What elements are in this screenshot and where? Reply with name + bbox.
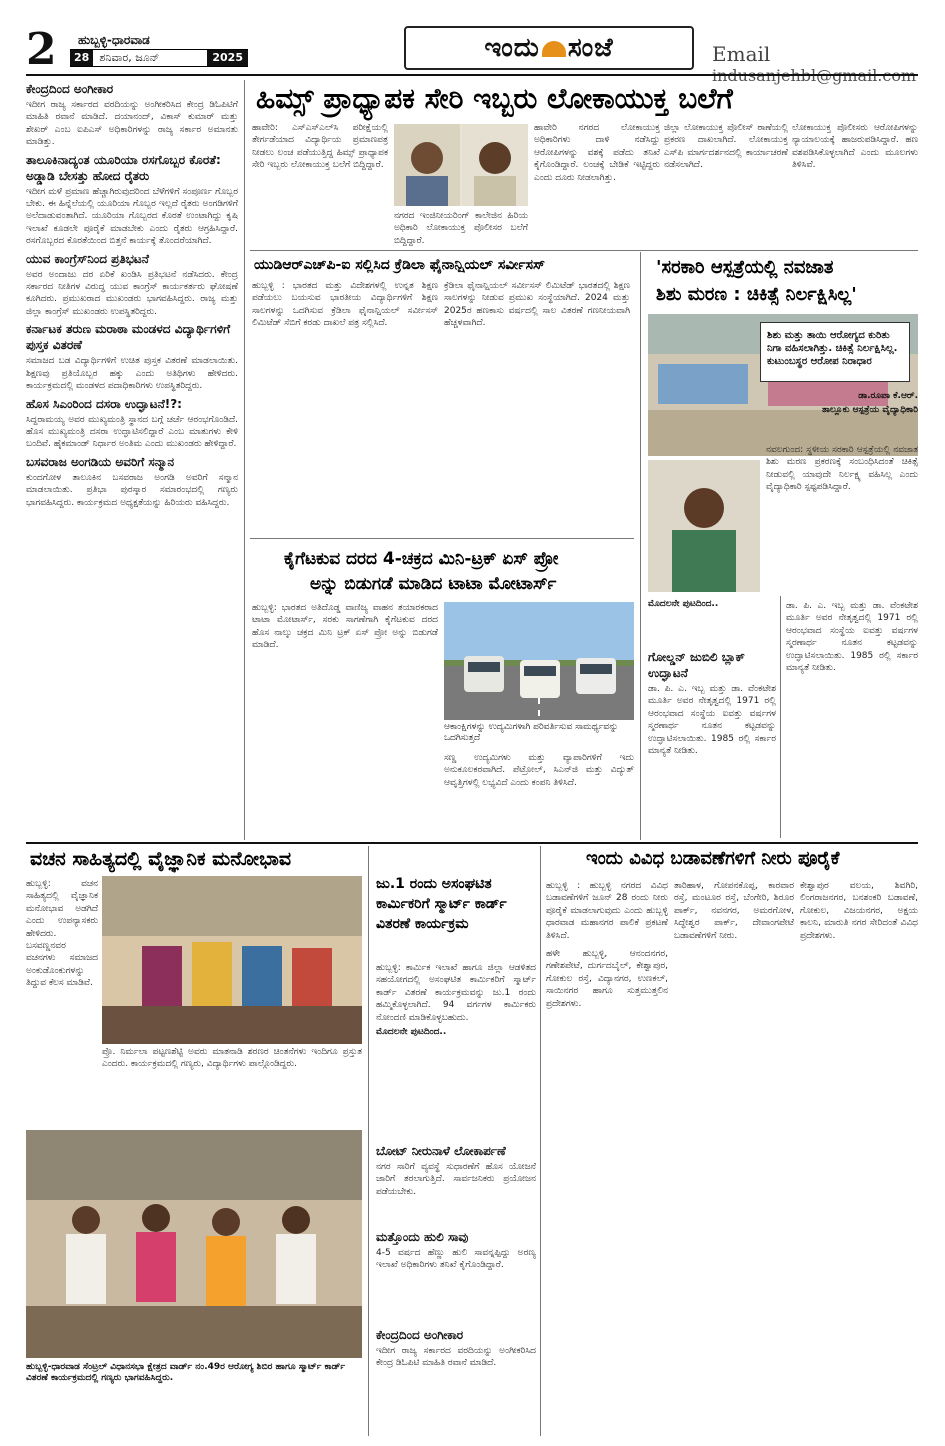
edition-city: ಹುಬ್ಬಳ್ಳಿ-ಧಾರವಾಡ (78, 33, 150, 47)
dateline (70, 49, 248, 67)
column-divider (244, 80, 245, 840)
headline-tata-2: ಅನ್ನು ಬಿಡುಗಡೆ ಮಾಡಿದ ಟಾಟಾ ಮೋಟಾರ್ಸ್ (310, 574, 557, 594)
center-story (376, 1324, 536, 1434)
water-body-1 (546, 880, 668, 1436)
section-title: ಯುವ ಕಾಂಗ್ರೆಸ್‌ನಿಂದ ಪ್ರತಿಭಟನೆ (26, 251, 149, 266)
lokayukta-body-1 (252, 122, 388, 246)
story-text: ಕೇಶ್ವಾಪುರ ವಲಯ, ಶಿವಗಿರಿ, ಲಿಂಗರಾಜನಗರ, ಬನಶಂಕರಿ ಬಡಾವಣೆ, ಗೋಕುಲ, ವಿಜಯನಗರ, ಅಕ್ಷಯ ಕಾಲನಿ, ಮಾರುತಿ ನಗರ ಸೇರಿದಂತೆ ವಿವಿಧ ಪ್ರದೇಶಗಳು. (800, 881, 918, 941)
water-body-2 (674, 880, 794, 1436)
headline-smartcard: ಜು.1 ರಂದು ಅಸಂಘಟಿತ ಕಾರ್ಮಿಕರಿಗೆ ಸ್ಮಾರ್ಟ್ ಕಾರ್ಡ್ ವಿತರಣೆ ಕಾರ್ಯಕ್ರಮ (376, 876, 507, 932)
lokayukta-body-4 (792, 122, 918, 246)
story-text: ಹಳೇ ಹುಬ್ಬಳ್ಳಿ, ಆನಂದನಗರ, ಗಣೇಶಪೇಟೆ, ದುರ್ಗದಬೈಲ್, ಕೇಶ್ವಾಪುರ, ಗೋಕುಲ ರಸ್ತೆ, ವಿದ್ಯಾನಗರ, ಉಣಕಲ್, ಸಾಯಿನಗರ ಹಾಗೂ ಸುತ್ತಮುತ್ತಲಿನ ಪ್ರದೇಶಗಳು. (546, 949, 668, 1009)
headline-tata-1: ಕೈಗೆಟಕುವ ದರದ 4-ಚಕ್ರದ ಮಿನಿ-ಟ್ರಕ್ ಏಸ್ ಪ್ರೋ (284, 549, 559, 569)
headline-credila: ಯುಡಿಆರ್‌ಎಚ್‌ಪಿ-ಐ ಸಲ್ಲಿಸಿದ ಕ್ರೆಡಿಲಾ ಫೈನಾನ್ಷಿಯಲ್ ಸರ್ವೀಸಸ್ (254, 257, 545, 273)
headline-vachana: ವಚನ ಸಾಹಿತ್ಯದಲ್ಲಿ ವೈಜ್ಞಾನಿಕ ಮನೋಭಾವ (30, 848, 292, 870)
story-text: ಸಣ್ಣ ಉದ್ಯಮಿಗಳು ಮತ್ತು ವ್ಯಾಪಾರಿಗಳಿಗೆ ಇದು ಅನುಕೂಲಕರವಾಗಿದೆ. ಪೆಟ್ರೋಲ್, ಸಿಎನ್‌ಜಿ ಮತ್ತು ವಿದ್ಯುತ್ ಆವೃತ್ತಿಗಳಲ್ಲಿ ಲಭ್ಯವಿದೆ ಎಂದು ಕಂಪನಿ ತಿಳಿಸಿದೆ. (444, 753, 634, 788)
page-number: 2 (26, 24, 57, 75)
doctor-quote-box: ಶಿಶು ಮತ್ತು ತಾಯಿ ಆರೋಗ್ಯದ ಕುರಿತು ನಿಗಾ ವಹಿಸಲಾಗಿತ್ತು. ಚಿಕಿತ್ಸೆ ನಿರ್ಲಕ್ಷಿಸಿಲ್ಲ. ಕುಟುಂಬಸ್ಥರ ಆರೋಪ ನಿರಾಧಾರ (760, 322, 910, 382)
continued-label: ಮೊದಲನೇ ಪುಟದಿಂದ.. (376, 1027, 447, 1038)
logo-text-left: ಇಂದು (484, 33, 540, 63)
golden-jubilee-story (648, 646, 776, 838)
tiger-story (376, 1226, 536, 1300)
tiger-title: ಮತ್ತೊಂದು ಹುಲಿ ಸಾವು (376, 1230, 469, 1244)
smartcard-body (376, 962, 536, 1098)
vachana-body-1 (26, 878, 98, 1126)
section-title: ಕರ್ನಾಟಕ ತರುಣ ಮರಾಠಾ ಮಂಡಳದ ವಿದ್ಯಾರ್ಥಿಗಳಿಗೆ ಪುಸ್ತಕ ವಿತರಣೆ (26, 322, 231, 353)
patient-photo (648, 460, 760, 592)
left-news-column (26, 78, 238, 838)
tata-body-2 (444, 752, 634, 838)
sun-icon (542, 41, 566, 57)
hospital-body-right (766, 444, 918, 594)
section-body: ಇದೀಗ ರಾಜ್ಯ ಸರ್ಕಾರದ ವರದಿಯನ್ನು ಅಂಗೀಕರಿಸಿದ ಕೇಂದ್ರ ಡಿಓಪಿಟಿಗೆ ಮಾಹಿತಿ ರವಾನೆ ಮಾಡಿದೆ. ದಯಾನಂದ್, ವಿಕಾಸ್ ಕುಮಾರ್ ಮತ್ತು ಶೇಖರ್ ಎಂಬ ಐಪಿಎಸ್ ಅಧಿಕಾರಿಗಳನ್ನು ರಾಜ್ಯ ಸರ್ಕಾರ ಅಮಾನತು ಮಾಡಿತ್ತು. (26, 100, 238, 148)
story-text: ಹಾವೇರಿ: ಎಸ್‌ಎಸ್‌ಎಲ್‌ಸಿ ಪರೀಕ್ಷೆಯಲ್ಲಿ ತೇರ್ಗಡೆಯಾದ ವಿದ್ಯಾರ್ಥಿಯ ಪ್ರಮಾಣಪತ್ರ ನೀಡಲು ಲಂಚ ಪಡೆಯುತ್ತಿದ್ದ ಹಿಮ್ಸ್ ಪ್ರಾಧ್ಯಾಪಕ ಸೇರಿ ಇಬ್ಬರು ಲೋಕಾಯುಕ್ತ ಬಲೆಗೆ ಬಿದ್ದಿದ್ದಾರೆ. (252, 123, 388, 171)
section-body: ಕುಂದಗೋಳ ತಾಲೂಕಿನ ಬಸವರಾಜ ಅಂಗಡಿ ಅವರಿಗೆ ಸನ್ಮಾನ ಮಾಡಲಾಯಿತು. ಪ್ರತಿಭಾ ಪುರಸ್ಕಾರ ಸಮಾರಂಭದಲ್ಲಿ ಗಣ್ಯರು ಭಾಗವಹಿಸಿದ್ದರು. ಕಾರ್ಯಕ್ರಮದ ಅಧ್ಯಕ್ಷತೆಯನ್ನು ಹಿರಿಯರು ವಹಿಸಿದ್ದರು. (26, 472, 238, 508)
headline-water: ಇಂದು ವಿವಿಧ ಬಡಾವಣೆಗಳಿಗೆ ನೀರು ಪೂರೈಕೆ (586, 848, 840, 869)
photo-caption: ಆಕಾಂಕ್ಷಿಗಳನ್ನು ಉದ್ಯಮಿಗಳಾಗಿ ಪರಿವರ್ತಿಸುವ ಸಾಮರ್ಥ್ಯವನ್ನು ಒದಗಿಸುತ್ತದೆ (444, 722, 619, 743)
newspaper-logo (404, 26, 694, 70)
column-divider (780, 596, 781, 838)
photo-caption: ಹುಬ್ಬಳ್ಳಿ-ಧಾರವಾಡ ಸೆಂಟ್ರಲ್ ವಿಧಾನಸಭಾ ಕ್ಷೇತ್ರದ ವಾರ್ಡ್ ನಂ.49ರ ಆರೋಗ್ಯ ಶಿಬಿರ ಹಾಗೂ ಸ್ಮಾರ್ಟ್ ಕಾರ್ಡ್ ವಿತರಣೆ ಕಾರ್ಯಕ್ರಮದಲ್ಲಿ ಗಣ್ಯರು ಭಾಗವಹಿಸಿದ್ದರು. (26, 1362, 346, 1383)
story-text: ಜಿಲ್ಲಾ ಲೋಕಾಯುಕ್ತ ಪೊಲೀಸ್ ಠಾಣೆಯಲ್ಲಿ ಪ್ರಕರಣ ದಾಖಲಾಗಿದೆ. ಲೋಕಾಯುಕ್ತ ಎಸ್‌ಪಿ ಮಾರ್ಗದರ್ಶನದಲ್ಲಿ ಕಾರ್ಯಾಚರಣೆ ನಡೆಸಲಾಗಿದೆ. (664, 123, 788, 171)
smartcard-headline-box (376, 874, 534, 958)
logo-text-right: ಸಂಜೆ (567, 33, 614, 63)
headline-lokayukta: ಹಿಮ್ಸ್ ಪ್ರಾಧ್ಯಾಪಕ ಸೇರಿ ಇಬ್ಬರು ಲೋಕಾಯುಕ್ತ ಬಲೆಗೆ (256, 82, 733, 115)
smartcard-event-photo (26, 1130, 362, 1358)
story-text: ಹುಬ್ಬಳ್ಳಿ : ಭಾರತದ ಮತ್ತು ವಿದೇಶಗಳಲ್ಲಿ ಉನ್ನತ ಶಿಕ್ಷಣ ಪಡೆಯಲು ಬಯಸುವ ಭಾರತೀಯ ವಿದ್ಯಾರ್ಥಿಗಳಿಗೆ ಶಿಕ್ಷಣ ಸಾಲಗಳನ್ನು ಒದಗಿಸುವ ಕ್ರೆಡಿಲಾ ಫೈನಾನ್ಷಿಯಲ್ ಸರ್ವೀಸಸ್ ಲಿಮಿಟೆಡ್ ಸೆಬಿಗೆ ಕರಡು ದಾಖಲೆ ಪತ್ರ ಸಲ್ಲಿಸಿದೆ. (252, 281, 438, 329)
lokayukta-body-2 (534, 122, 660, 246)
story-text: ಪ್ರೊ. ನಿರ್ಮಲಾ ಪಟ್ಟಣಶೆಟ್ಟಿ ಅವರು ಮಾತನಾಡಿ ಶರಣರ ಚಿಂತನೆಗಳು ಇಂದಿಗೂ ಪ್ರಸ್ತುತ ಎಂದರು. ಕಾರ್ಯಕ್ರಮದಲ್ಲಿ ಗಣ್ಯರು, ವಿದ್ಯಾರ್ಥಿಗಳು ಪಾಲ್ಗೊಂಡಿದ್ದರು. (102, 1047, 362, 1070)
vachana-event-photo (102, 876, 362, 1044)
patient-image (648, 460, 760, 592)
boat-story (376, 1140, 536, 1220)
column-divider (368, 846, 369, 1436)
story-text: ಡಾ. ಪಿ. ಎ. ಇಬ್ಬ ಮತ್ತು ಡಾ. ವೆಂಕಟೇಶ ಮೂರ್ತಿ ಅವರ ನೇತೃತ್ವದಲ್ಲಿ 1971 ರಲ್ಲಿ ಆರಂಭವಾದ ಸಂಸ್ಥೆಯ ಐವತ್ತು ವರ್ಷಗಳ ಸ್ಮರಣಾರ್ಥ ನೂತನ ಕಟ್ಟಡವನ್ನು ಉದ್ಘಾಟಿಸಲಾಯಿತು. 1985 ರಲ್ಲಿ ಸರ್ಕಾರ ಮಾನ್ಯತೆ ನೀಡಿತು. (648, 684, 776, 757)
email-label: Email (712, 42, 771, 66)
hospital-body-extra (786, 600, 918, 838)
story-text: ನವಲಗುಂದ: ಸ್ಥಳೀಯ ಸರಕಾರಿ ಆಸ್ಪತ್ರೆಯಲ್ಲಿ ನವಜಾತ ಶಿಶು ಮರಣ ಪ್ರಕರಣಕ್ಕೆ ಸಂಬಂಧಿಸಿದಂತೆ ಚಿಕಿತ್ಸೆ ನೀಡುವಲ್ಲಿ ಯಾವುದೇ ನಿರ್ಲಕ್ಷ್ಯ ವಹಿಸಿಲ್ಲ ಎಂದು ವೈದ್ಯಾಧಿಕಾರಿ ಸ್ಪಷ್ಟಪಡಿಸಿದ್ದಾರೆ. (766, 445, 918, 493)
golden-jubilee-title: ಗೋಲ್ಡನ್ ಜುಬಿಲಿ ಬ್ಲಾಕ್ ಉದ್ಘಾಟನೆ (648, 650, 745, 680)
date-year: 2025 (207, 50, 248, 66)
column-divider (540, 846, 541, 1436)
truck-image (444, 602, 634, 720)
boat-title: ಬೋಟ್ ನೀರುನಾಳೆ ಲೋಕಾರ್ಪಣೆ (376, 1144, 506, 1158)
story-text: 4-5 ವರ್ಷದ ಹೆಣ್ಣು ಹುಲಿ ಸಾವನ್ನಪ್ಪಿದ್ದು ಅರಣ್ಯ ಇಲಾಖೆ ಅಧಿಕಾರಿಗಳು ತನಿಖೆ ಕೈಗೊಂಡಿದ್ದಾರೆ. (376, 1248, 536, 1271)
tata-truck-photo (444, 602, 634, 720)
crowd-image (26, 1130, 362, 1358)
headline-hospital-2: ಶಿಶು ಮರಣ : ಚಿಕಿತ್ಸೆ ನಿರ್ಲಕ್ಷಿಸಿಲ್ಲ' (656, 284, 857, 305)
story-text: ತಾರಿಹಾಳ, ಗೋಪನಕೊಪ್ಪ, ಕಾರವಾರ ರಸ್ತೆ, ಮಂಟೂರ ರಸ್ತೆ, ಬೆಂಗೇರಿ, ಶಿರೂರ ಪಾರ್ಕ್, ನವನಗರ, ಅಮರಗೋಳ, ಸಿದ್ಧೇಶ್ವರ ಪಾರ್ಕ್, ದೇವಾಂಗಪೇಟೆ ಬಡಾವಣೆಗಳಿಗೆ ನೀರು. (674, 881, 794, 941)
section-body: ಇದೀಗ ಮಳೆ ಪ್ರಮಾಣ ಹೆಚ್ಚಾಗಿರುವುದರಿಂದ ಬೆಳೆಗಳಿಗೆ ಸಂಪೂರ್ಣ ಗೊಬ್ಬರ ಬೇಕು. ಈ ಹಿನ್ನೆಲೆಯಲ್ಲಿ ಯೂರಿಯಾ ಗೊಬ್ಬರ ಇಲ್ಲದೆ ರೈತರು ಅಂಗಡಿಗಳಿಗೆ ಅಲೆದಾಡುವಂತಾಗಿದೆ. ಯೂರಿಯಾ ಗೊಬ್ಬರದ ಕೊರತೆ ಉಂಟಾಗಿದ್ದು ಕೃಷಿ ಇಲಾಖೆ ಕೂಡಲೇ ಪೂರೈಕೆ ಮಾಡಬೇಕು ಎಂದು ರೈತರು ಆಗ್ರಹಿಸಿದ್ದಾರೆ. ರಸಗೊಬ್ಬರದ ಕೊರತೆಯಿಂದ ಬಿತ್ತನೆ ಕಾರ್ಯಕ್ಕೆ ತೊಂದರೆಯಾಗಿದೆ. (26, 186, 238, 247)
section-body: ಸಮಾಜದ ಬಡ ವಿದ್ಯಾರ್ಥಿಗಳಿಗೆ ಉಚಿತ ಪುಸ್ತಕ ವಿತರಣೆ ಮಾಡಲಾಯಿತು. ಶಿಕ್ಷಣವು ಪ್ರತಿಯೊಬ್ಬರ ಹಕ್ಕು ಎಂದು ಅತಿಥಿಗಳು ಹೇಳಿದರು. ಕಾರ್ಯಕ್ರಮದಲ್ಲಿ ಮಂಡಳದ ಪದಾಧಿಕಾರಿಗಳು ಉಪಸ್ಥಿತರಿದ್ದರು. (26, 356, 238, 392)
story-text: ಹುಬ್ಬಳ್ಳಿ: ಕಾರ್ಮಿಕ ಇಲಾಖೆ ಹಾಗೂ ಜಿಲ್ಲಾ ಆಡಳಿತದ ಸಹಯೋಗದಲ್ಲಿ ಅಸಂಘಟಿತ ಕಾರ್ಮಿಕರಿಗೆ ಸ್ಮಾರ್ಟ್ ಕಾರ್ಡ್ ವಿತರಣೆ ಕಾರ್ಯಕ್ರಮವನ್ನು ಜು.1 ರಂದು ಹಮ್ಮಿಕೊಳ್ಳಲಾಗಿದೆ. 94 ವರ್ಗಗಳ ಕಾರ್ಮಿಕರು ನೋಂದಣಿ ಮಾಡಿಕೊಳ್ಳಬಹುದು. (376, 963, 536, 1023)
story-text: ಹುಬ್ಬಳ್ಳಿ: ವಚನ ಸಾಹಿತ್ಯದಲ್ಲಿ ವೈಜ್ಞಾನಿಕ ಮನೋಭಾವ ಅಡಗಿದೆ ಎಂದು ಉಪನ್ಯಾಸಕರು ಹೇಳಿದರು. ಬಸವಣ್ಣನವರ ವಚನಗಳು ಸಮಾಜದ ಅಂಕುಡೊಂಕುಗಳನ್ನು ತಿದ್ದುವ ಕೆಲಸ ಮಾಡಿವೆ. (26, 879, 98, 989)
lokayukta-caption (394, 210, 528, 246)
tata-body-1 (252, 602, 438, 838)
center-title: ಕೇಂದ್ರದಿಂದ ಅಂಗೀಕಾರ (376, 1328, 464, 1342)
credila-body-1 (252, 280, 438, 520)
column-divider (640, 252, 641, 840)
story-text: ಲೋಕಾಯುಕ್ತ ಪೊಲೀಸರು ಆರೋಪಿಗಳನ್ನು ನ್ಯಾಯಾಲಯಕ್ಕೆ ಹಾಜರುಪಡಿಸಿದ್ದಾರೆ. ಹಣ ವಶಪಡಿಸಿಕೊಳ್ಳಲಾಗಿದೆ ಎಂದು ಮೂಲಗಳು ತಿಳಿಸಿವೆ. (792, 123, 918, 171)
section-title: ಹೊಸ ಸಿಎಂರಿಂದ ದಸರಾ ಉದ್ಘಾಟನೆ!?: (26, 396, 182, 411)
portrait-photos (394, 124, 528, 206)
event-image (102, 876, 362, 1044)
email-address: indusanjehbl@gmail.com (712, 66, 917, 85)
section-divider (250, 250, 918, 251)
date-day: 28 (70, 50, 93, 66)
section-body: ಅವರ ಅಂದಾಜು ದರ ಏರಿಕೆ ಖಂಡಿಸಿ ಪ್ರತಿಭಟನೆ ನಡೆಸಿದರು. ಕೇಂದ್ರ ಸರ್ಕಾರದ ನೀತಿಗಳ ವಿರುದ್ಧ ಯುವ ಕಾಂಗ್ರೆಸ್ ಕಾರ್ಯಕರ್ತರು ಘೋಷಣೆ ಕೂಗಿದರು. ಪ್ರಮುಖರಾದ ಮುಖಂಡರು ಭಾಗವಹಿಸಿದ್ದರು. ರಾಜ್ಯ ಮತ್ತು ಜಿಲ್ಲಾ ಕಾಂಗ್ರೆಸ್ ಮುಖಂಡರು ಉಪಸ್ಥಿತರಿದ್ದರು. (26, 269, 238, 317)
continued-label: ಮೊದಲನೇ ಪುಟದಿಂದ.. (648, 599, 719, 609)
story-text: ನಗರ ಸಾರಿಗೆ ವ್ಯವಸ್ಥೆ ಸುಧಾರಣೆಗೆ ಹೊಸ ಯೋಜನೆ ಜಾರಿಗೆ ತರಲಾಗುತ್ತಿದೆ. ಸಾರ್ವಜನಿಕರು ಪ್ರಯೋಜನ ಪಡೆಯಬೇಕು. (376, 1162, 536, 1197)
smartcard-photo-caption (26, 1362, 362, 1434)
vachana-body-2 (102, 1046, 362, 1126)
lokayukta-photo (394, 124, 528, 206)
story-text: ಹುಬ್ಬಳ್ಳಿ : ಹುಬ್ಬಳ್ಳಿ ನಗರದ ವಿವಿಧ ಬಡಾವಣೆಗಳಿಗೆ ಜೂನ್ 28 ರಂದು ನೀರು ಪೂರೈಕೆ ಮಾಡಲಾಗುವುದು ಎಂದು ಹುಬ್ಬಳ್ಳಿ ಧಾರವಾಡ ಮಹಾನಗರ ಪಾಲಿಕೆ ಪ್ರಕಟಣೆ ತಿಳಿಸಿದೆ. (546, 881, 668, 941)
story-text: ಕ್ರೆಡಿಲಾ ಫೈನಾನ್ಷಿಯಲ್ ಸರ್ವೀಸಸ್ ಲಿಮಿಟೆಡ್ ಭಾರತದಲ್ಲಿ ಶಿಕ್ಷಣ ಸಾಲಗಳನ್ನು ನೀಡುವ ಪ್ರಮುಖ ಸಂಸ್ಥೆಯಾಗಿದೆ. 2024 ಮತ್ತು 2025ರ ಹಣಕಾಸು ವರ್ಷದಲ್ಲಿ ಸಾಲ ವಿತರಣೆ ಗಣನೀಯವಾಗಿ ಹೆಚ್ಚಳವಾಗಿದೆ. (444, 281, 630, 329)
story-text: ಹುಬ್ಬಳ್ಳಿ: ಭಾರತದ ಅತಿದೊಡ್ಡ ವಾಣಿಜ್ಯ ವಾಹನ ತಯಾರಕರಾದ ಟಾಟಾ ಮೋಟಾರ್ಸ್, ಸರಕು ಸಾಗಣೆಗಾಗಿ ಕೈಗೆಟಕುವ ದರದ ಹೊಸ ನಾಲ್ಕು ಚಕ್ರದ ಮಿನಿ ಟ್ರಕ್ ಏಸ್ ಪ್ರೋ ಅನ್ನು ಬಿಡುಗಡೆ ಮಾಡಿದೆ. (252, 603, 438, 651)
masthead (0, 0, 945, 85)
tata-photo-caption (444, 722, 634, 750)
email-contact (712, 42, 945, 85)
water-body-3 (800, 880, 918, 1436)
section-title: ಬಸವರಾಜ ಅಂಗಡಿಯ ಅವರಿಗೆ ಸನ್ಮಾನ (26, 454, 175, 469)
section-title: ಕೇಂದ್ರದಿಂದ ಅಂಗೀಕಾರ (26, 82, 114, 96)
section-title: ತಾಲೂಕಿನಾದ್ಯಂತ ಯೂರಿಯಾ ರಸಗೊಬ್ಬರ ಕೊರತೆ: ಅಡ್ಡಾಡಿ ಬೇಸತ್ತು ಹೋದ ರೈತರು (26, 152, 221, 183)
section-rule (26, 842, 918, 844)
headline-hospital-1: 'ಸರಕಾರಿ ಆಸ್ಪತ್ರೆಯಲ್ಲಿ ನವಜಾತ (656, 257, 834, 278)
doctor-name: ಡಾ.ರೂಪಾ ಕೆ.ಆರ್. (858, 391, 918, 401)
date-weekday-month: ಶನಿವಾರ, ಜೂನ್ (99, 51, 160, 64)
credila-body-2 (444, 280, 630, 520)
lokayukta-body-3 (664, 122, 788, 246)
story-text: ಡಾ. ಪಿ. ಎ. ಇಬ್ಬ ಮತ್ತು ಡಾ. ವೆಂಕಟೇಶ ಮೂರ್ತಿ ಅವರ ನೇತೃತ್ವದಲ್ಲಿ 1971 ರಲ್ಲಿ ಆರಂಭವಾದ ಸಂಸ್ಥೆಯ ಐವತ್ತು ವರ್ಷಗಳ ಸ್ಮರಣಾರ್ಥ ನೂತನ ಕಟ್ಟಡವನ್ನು ಉದ್ಘಾಟಿಸಲಾಯಿತು. 1985 ರಲ್ಲಿ ಸರ್ಕಾರ ಮಾನ್ಯತೆ ನೀಡಿತು. (786, 601, 918, 674)
hospital-more (648, 596, 776, 646)
doctor-credit (766, 388, 918, 440)
story-text: ಹಾವೇರಿ ನಗರದ ಲೋಕಾಯುಕ್ತ ಅಧಿಕಾರಿಗಳು ದಾಳಿ ನಡೆಸಿದ್ದು ಆರೋಪಿಗಳನ್ನು ವಶಕ್ಕೆ ಪಡೆದು ತನಿಖೆ ಕೈಗೊಂಡಿದ್ದಾರೆ. ಲಂಚಕ್ಕೆ ಬೇಡಿಕೆ ಇಟ್ಟಿದ್ದರು ಎಂದು ದೂರು ನೀಡಲಾಗಿತ್ತು. (534, 123, 660, 183)
section-divider (250, 538, 634, 539)
section-body: ಸಿದ್ದರಾಮಯ್ಯ ಅವರ ಮುಖ್ಯಮಂತ್ರಿ ಸ್ಥಾನದ ಬಗ್ಗೆ ಚರ್ಚೆ ಆರಂಭಗೊಂಡಿದೆ. ಹೊಸ ಮುಖ್ಯಮಂತ್ರಿ ದಸರಾ ಉದ್ಘಾಟಿಸಲಿದ್ದಾರೆ ಎಂಬ ಮಾತುಗಳು ಕೇಳಿ ಬಂದಿವೆ. ಹೈಕಮಾಂಡ್ ನಿರ್ಧಾರ ಅಂತಿಮ ಎಂದು ಮುಖಂಡರು ಹೇಳಿದ್ದಾರೆ. (26, 414, 238, 450)
doctor-title: ತಾಲ್ಲೂಕು ಆಸ್ಪತ್ರೆಯ ವೈದ್ಯಾಧಿಕಾರಿ (821, 405, 918, 415)
masthead-rule (26, 74, 918, 76)
story-text: ನಗರದ ಇಂಜಿನೀಯರಿಂಗ್ ಕಾಲೇಜಿನ ಹಿರಿಯ ಅಧಿಕಾರಿ ಲೋಕಾಯುಕ್ತ ಪೊಲೀಸರ ಬಲೆಗೆ ಬಿದ್ದಿದ್ದಾರೆ. (394, 211, 528, 246)
story-text: ಇದೀಗ ರಾಜ್ಯ ಸರ್ಕಾರದ ವರದಿಯನ್ನು ಅಂಗೀಕರಿಸಿದ ಕೇಂದ್ರ ಡಿಓಪಿಟಿ ಮಾಹಿತಿ ರವಾನೆ ಮಾಡಿದೆ. (376, 1346, 536, 1369)
